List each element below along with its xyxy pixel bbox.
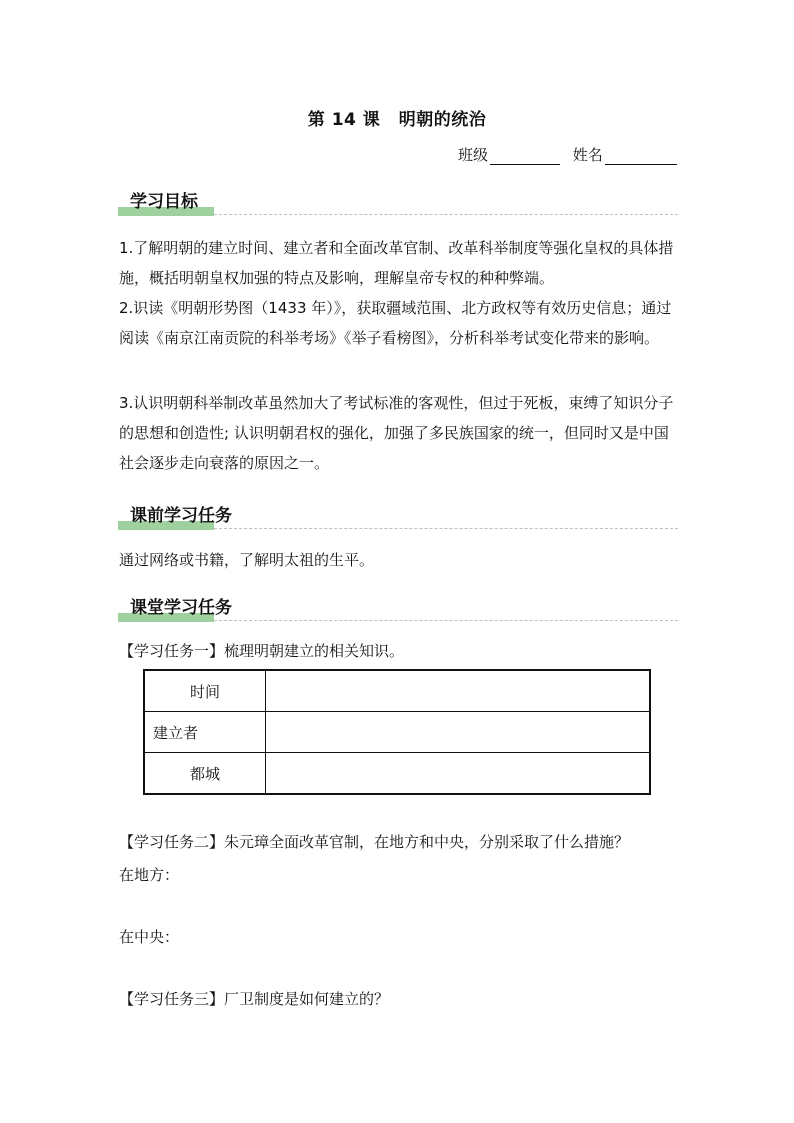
central-answer-label: 在中央： xyxy=(119,928,180,946)
heading-label: 课前学习任务 xyxy=(130,506,232,526)
table-row xyxy=(144,712,650,753)
table-row xyxy=(144,753,650,795)
objective-item: 2.识读《明朝形势图（1433 年）》，获取疆域范围、北方政权等有效历史信息；通过阅读《南京江南贡院的科举考场》《举子看榜图》，分析科举考试变化带来的影响。 xyxy=(119,299,672,347)
task-three: 【学习任务三】厂卫制度是如何建立的？ xyxy=(119,990,390,1008)
heading-label: 课堂学习任务 xyxy=(130,598,232,618)
heading-divider xyxy=(214,214,678,215)
row-label-capital: 都城 xyxy=(144,753,266,795)
student-info xyxy=(458,144,685,165)
name-blank[interactable] xyxy=(605,148,677,165)
section-heading-pre-class xyxy=(118,500,678,530)
heading-divider xyxy=(214,528,678,529)
row-label-time: 时间 xyxy=(144,670,266,712)
class-label: 班级 xyxy=(458,146,489,164)
answer-cell-founder[interactable] xyxy=(266,712,651,753)
page-title xyxy=(0,105,794,130)
pre-class-task: 通过网络或书籍，了解明太祖的生平。 xyxy=(119,551,375,569)
table-row xyxy=(144,670,650,712)
section-heading-objectives xyxy=(118,186,678,216)
row-label-founder: 建立者 xyxy=(144,712,266,753)
task-two: 【学习任务二】朱元璋全面改革官制，在地方和中央，分别采取了什么措施？ xyxy=(119,833,630,851)
section-heading-in-class xyxy=(118,592,678,622)
task-one: 【学习任务一】梳理明朝建立的相关知识。 xyxy=(119,642,405,660)
objective-item: 1.了解明朝的建立时间、建立者和全面改革官制、改革科举制度等强化皇权的具体措施，概括明朝皇权加强的特点及影响，理解皇帝专权的种种弊端。 xyxy=(119,239,674,287)
founding-info-table xyxy=(143,669,651,795)
local-answer-label: 在地方： xyxy=(119,866,180,884)
lesson-title: 明朝的统治 xyxy=(398,110,487,130)
heading-divider xyxy=(214,620,678,621)
class-blank[interactable] xyxy=(490,148,560,165)
answer-cell-capital[interactable] xyxy=(266,753,651,795)
heading-label: 学习目标 xyxy=(130,192,198,212)
lesson-number: 第 14 课 xyxy=(307,110,381,130)
objective-item: 3.认识明朝科举制改革虽然加大了考试标准的客观性，但过于死板，束缚了知识分子的思想和创造性; 认识明朝君权的强化，加强了多民族国家的统一，但同时又是中国社会逐步走向衰落的原因之一。 xyxy=(119,394,674,472)
answer-cell-time[interactable] xyxy=(266,670,651,712)
name-label: 姓名 xyxy=(572,146,603,164)
